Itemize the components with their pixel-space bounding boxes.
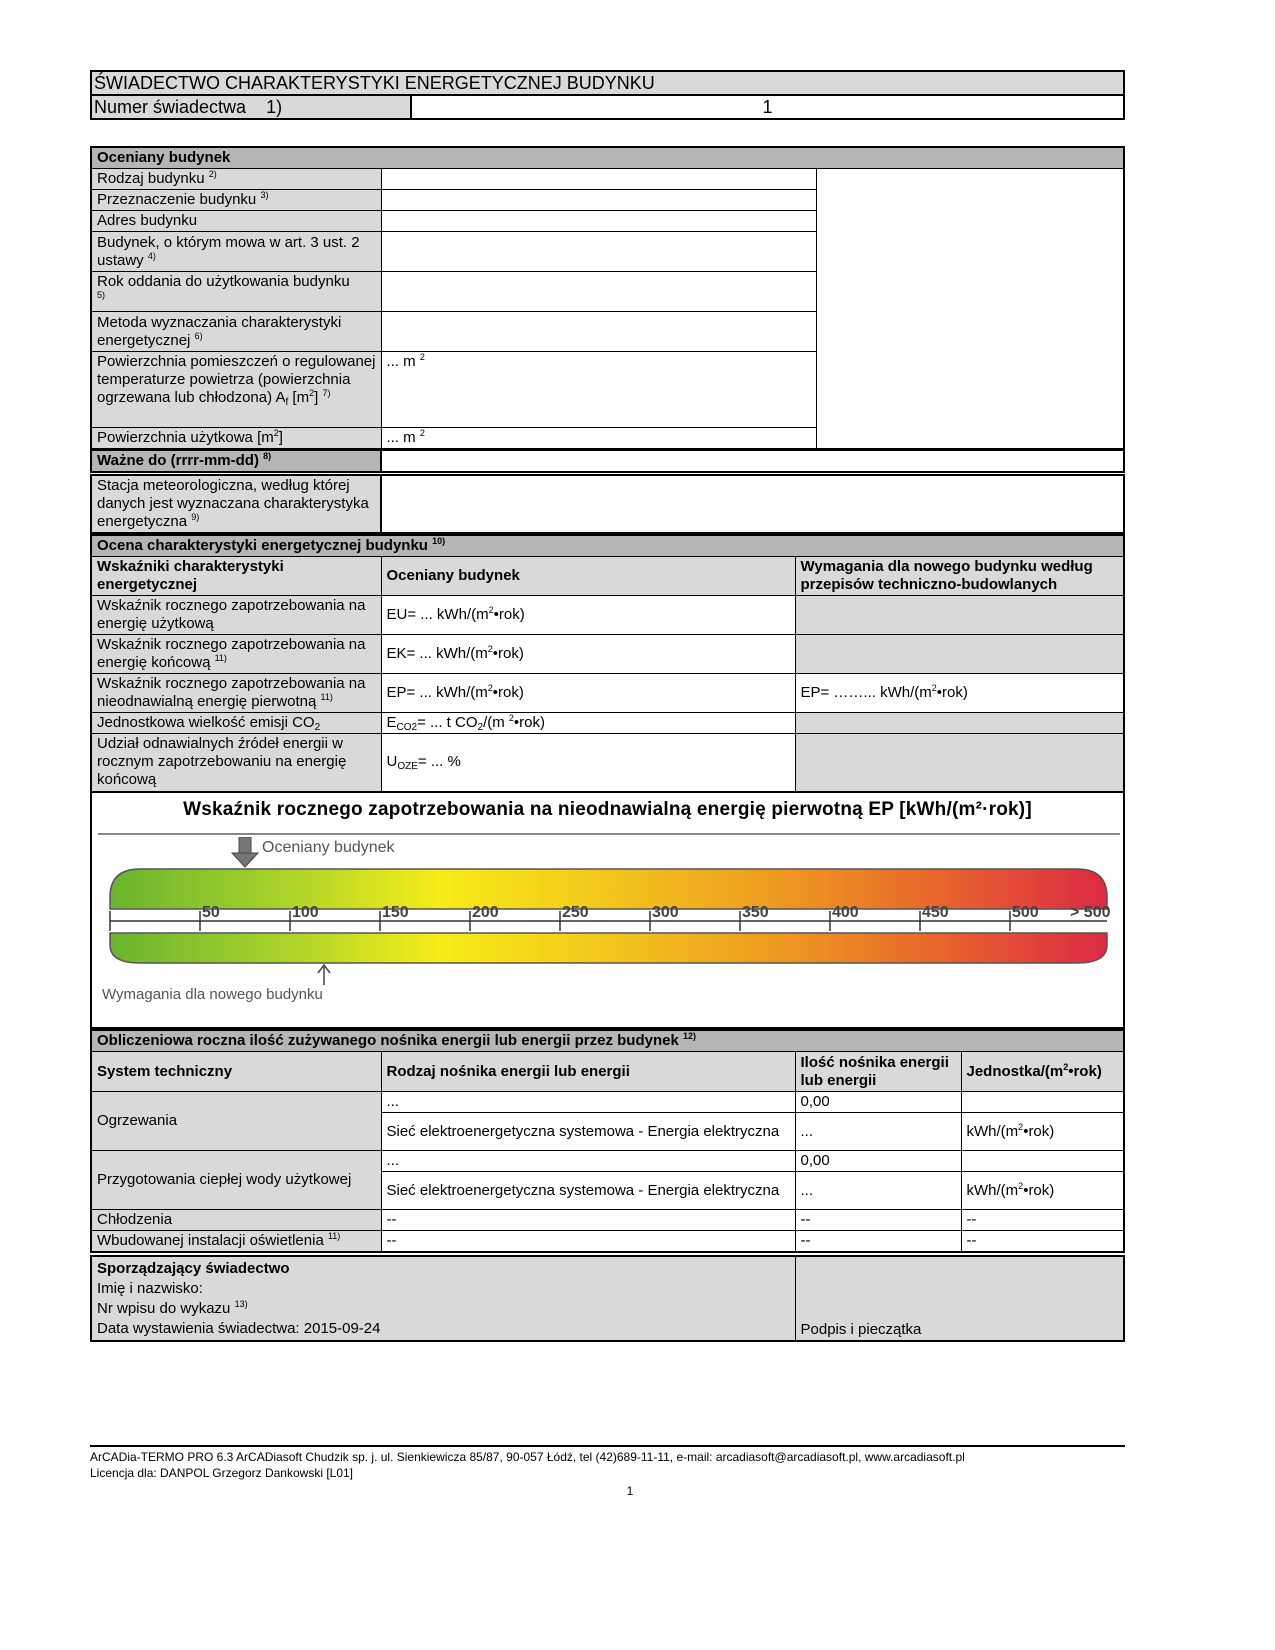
valid-until-table xyxy=(90,449,1125,473)
building-art3-value xyxy=(381,232,816,272)
ek-label: Wskaźnik rocznego zapotrzebowania na energię końcową $^{11)}$ xyxy=(91,635,381,674)
method-value xyxy=(381,312,816,352)
scale-tick-label: > 500 xyxy=(1070,904,1111,921)
footer-license: Licencja dla: DANPOL Grzegorz Dankowski [L01] xyxy=(90,1466,354,1480)
oze-requirement xyxy=(795,734,1124,792)
heating-label: Ogrzewania xyxy=(91,1092,381,1151)
building-type-label: Rodzaj budynku $^{2)}$ xyxy=(91,169,381,190)
scale-tick-label: 350 xyxy=(742,904,769,921)
heating-carrier-2: Sieć elektroenergetyczna systemowa - Energia elektryczna xyxy=(381,1113,795,1151)
certificate-number-label: Numer świadectwa 1) xyxy=(91,95,411,119)
building-purpose-value xyxy=(381,190,816,211)
cooling-amount: -- xyxy=(795,1210,961,1231)
station-label: Stacja meteorologiczna, według której danych jest wyznaczana charakterystyka energetyczna $^{9)}$ xyxy=(91,475,381,533)
building-table xyxy=(90,146,1125,450)
new-building-label: Wymagania dla nowego budynku xyxy=(102,986,323,1003)
assessment-col-indicators: Wskaźniki charakterystyki energetycznej xyxy=(91,557,381,596)
scale-tick-label: 200 xyxy=(472,904,499,921)
scale-tick-label: 450 xyxy=(922,904,949,921)
ek-requirement xyxy=(795,635,1124,674)
cooling-label: Chłodzenia xyxy=(91,1210,381,1231)
lighting-carrier: -- xyxy=(381,1231,795,1253)
building-year-value xyxy=(381,272,816,312)
building-type-value xyxy=(381,169,816,190)
lighting-unit: -- xyxy=(961,1231,1124,1253)
hot-water-amount-1: 0,00 xyxy=(795,1151,961,1172)
eu-value: EU= ... kWh/$(m^2•rok)$ xyxy=(381,596,795,635)
issuer-title: Sporządzający świadectwo xyxy=(97,1260,290,1277)
assessment-table xyxy=(90,534,1125,793)
energy-scale-panel xyxy=(90,793,1125,1029)
hot-water-unit-2: kWh/$(m^2•rok)$ xyxy=(961,1172,1124,1210)
certificate-title: ŚWIADECTWO CHARAKTERYSTYKI ENERGETYCZNEJ BUDYNKU xyxy=(91,71,1124,95)
scale-tick-label: 100 xyxy=(292,904,319,921)
heating-amount-1: 0,00 xyxy=(795,1092,961,1113)
oze-value: $U_{OZE}=$ ... % xyxy=(381,734,795,792)
heating-carrier-1: ... xyxy=(381,1092,795,1113)
issuer-table xyxy=(90,1255,1125,1342)
energy-scale-graphic xyxy=(92,837,1123,1027)
scale-tick-label: 400 xyxy=(832,904,859,921)
issue-date: Data wystawienia świadectwa: 2015-09-24 xyxy=(97,1320,381,1337)
certificate-header xyxy=(90,70,1125,120)
scale-tick-label: 50 xyxy=(202,904,220,921)
valid-until-label: Ważne do (rrrr-mm-dd) $^{8)}$ xyxy=(91,450,381,472)
method-label: Metoda wyznaczania charakterystyki energetycznej $^{6)}$ xyxy=(91,312,381,352)
building-address-value xyxy=(381,211,816,232)
cooling-unit: -- xyxy=(961,1210,1124,1231)
energy-scale-rule xyxy=(98,833,1120,835)
lighting-amount: -- xyxy=(795,1231,961,1253)
building-year-label: Rok oddania do użytkowania budynku $^{5)}$ xyxy=(91,272,381,312)
hot-water-carrier-1: ... xyxy=(381,1151,795,1172)
consumption-col-unit: Jednostka/$(m^2•rok)$ xyxy=(961,1052,1124,1092)
building-photo-area xyxy=(816,169,1124,450)
building-address-label: Adres budynku xyxy=(91,211,381,232)
scale-tick-label: 150 xyxy=(382,904,409,921)
issuer-info xyxy=(91,1256,795,1341)
station-value xyxy=(381,475,1124,533)
certificate-number-value: 1 xyxy=(411,95,1124,119)
ep-requirement: EP= ……... kWh/$(m^2•rok)$ xyxy=(795,674,1124,713)
issuer-reg-label: Nr wpisu do wykazu $^{13)}$ xyxy=(97,1299,248,1317)
new-building-arrow-icon xyxy=(318,965,330,985)
lighting-label: Wbudowanej instalacji oświetlenia $^{11)}$ xyxy=(91,1231,381,1253)
energy-scale-title: Wskaźnik rocznego zapotrzebowania na nieodnawialną energię pierwotną EP [kWh/(m²·rok)] xyxy=(183,799,1032,820)
heated-area-label: Powierzchnia pomieszczeń o regulowanej temperaturze powietrza (powierzchnia ogrzewana lub chłodzona) $A_f$ $[m^2]$ $^{7)}$ xyxy=(91,352,381,428)
ep-label: Wskaźnik rocznego zapotrzebowania na nieodnawialną energię pierwotną $^{11)}$ xyxy=(91,674,381,713)
eu-requirement xyxy=(795,596,1124,635)
consumption-col-system: System techniczny xyxy=(91,1052,381,1092)
scale-tick-label: 300 xyxy=(652,904,679,921)
energy-bar-top xyxy=(110,869,1107,909)
signature-box xyxy=(795,1256,1124,1341)
consumption-table xyxy=(90,1029,1125,1253)
heating-amount-2: ... xyxy=(795,1113,961,1151)
usable-area-value: ... m $^2$ xyxy=(381,428,816,450)
ep-value: EP= ... kWh/$(m^2•rok)$ xyxy=(381,674,795,713)
cooling-carrier: -- xyxy=(381,1210,795,1231)
assessed-arrow-icon xyxy=(232,837,258,867)
assessment-col-assessed: Oceniany budynek xyxy=(381,557,795,596)
consumption-col-carrier: Rodzaj nośnika energii lub energii xyxy=(381,1052,795,1092)
issuer-name-label: Imię i nazwisko: xyxy=(97,1280,203,1297)
valid-until-value xyxy=(381,450,1124,472)
building-purpose-label: Przeznaczenie budynku $^{3)}$ xyxy=(91,190,381,211)
heated-area-value: ... m $^2$ xyxy=(381,352,816,428)
oze-label: Udział odnawialnych źródeł energii w rocznym zapotrzebowaniu na energię końcową xyxy=(91,734,381,792)
co2-value: $E_{CO2}=$ ... t $CO_2/(m$ $^2$•rok) xyxy=(381,713,795,734)
ek-value: EK= ... kWh/$(m^2•rok)$ xyxy=(381,635,795,674)
page-number: 1 xyxy=(626,1484,634,1498)
co2-label: Jednostkowa wielkość emisji $CO_2$ xyxy=(91,713,381,734)
heating-unit-1 xyxy=(961,1092,1124,1113)
heating-unit-2: kWh/$(m^2•rok)$ xyxy=(961,1113,1124,1151)
assessment-col-requirements: Wymagania dla nowego budynku według przepisów techniczno-budowlanych xyxy=(795,557,1124,596)
assessment-section-title: Ocena charakterystyki energetycznej budynku $^{10)}$ xyxy=(91,535,1124,557)
energy-bar-bottom xyxy=(110,933,1107,963)
co2-requirement xyxy=(795,713,1124,734)
footer-software: ArCADia-TERMO PRO 6.3 ArCADiasoft Chudzik sp. j. ul. Sienkiewicza 85/87, 90-057 Łódź, tel (42)689-11-11, e-mail: arcadiasoft@arcadiasoft.pl, www.arcadiasoft.pl xyxy=(90,1450,965,1464)
consumption-section-title: Obliczeniowa roczna ilość zużywanego nośnika energii lub energii przez budynek $^{12)}$ xyxy=(91,1030,1124,1052)
scale-tick-label: 250 xyxy=(562,904,589,921)
hot-water-amount-2: ... xyxy=(795,1172,961,1210)
hot-water-unit-1 xyxy=(961,1151,1124,1172)
assessed-label: Oceniany budynek xyxy=(262,839,395,856)
station-table xyxy=(90,474,1125,534)
eu-label: Wskaźnik rocznego zapotrzebowania na energię użytkową xyxy=(91,596,381,635)
building-art3-label: Budynek, o którym mowa w art. 3 ust. 2 ustawy $^{4)}$ xyxy=(91,232,381,272)
hot-water-label: Przygotowania ciepłej wody użytkowej xyxy=(91,1151,381,1210)
footer-rule xyxy=(90,1445,1125,1447)
usable-area-label: Powierzchnia użytkowa $[m^2]$ xyxy=(91,428,381,450)
hot-water-carrier-2: Sieć elektroenergetyczna systemowa - Energia elektryczna xyxy=(381,1172,795,1210)
scale-tick-label: 500 xyxy=(1012,904,1039,921)
building-section-title: Oceniany budynek xyxy=(91,147,1124,169)
signature-label: Podpis i pieczątka xyxy=(800,1321,922,1338)
consumption-col-amount: Ilość nośnika energii lub energii xyxy=(795,1052,961,1092)
